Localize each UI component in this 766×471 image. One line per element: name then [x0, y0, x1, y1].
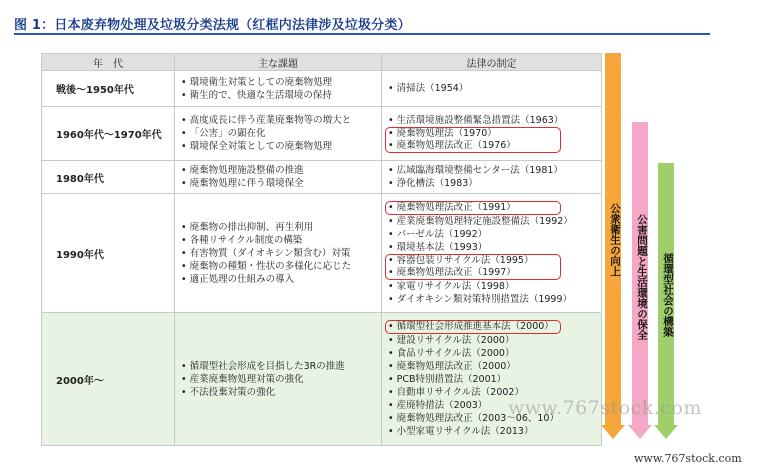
- law-item: • 環境基本法（1993）: [388, 241, 595, 254]
- issues-cell: [175, 107, 382, 161]
- arrow-head: [654, 425, 678, 439]
- header-laws: 法律の制定: [382, 54, 602, 71]
- law-item: • 自動車リサイクル法（2002）: [388, 386, 595, 399]
- law-item: • 廃棄物処理法改正（1997）: [388, 267, 558, 279]
- law-item: • 建設リサイクル法（2000）: [388, 334, 595, 347]
- arrow-head: [601, 425, 625, 439]
- law-item: • 家電リサイクル法（1998）: [388, 280, 595, 293]
- law-item: • 食品リサイクル法（2000）: [388, 347, 595, 360]
- issue-item: • 廃棄物処理施設整備の推進: [181, 164, 375, 177]
- issues-cell: [175, 313, 382, 446]
- laws-cell: [382, 313, 602, 446]
- issue-item: • 不法投棄対策の強化: [181, 386, 375, 399]
- issue-item: • 各種リサイクル制度の構築: [181, 234, 375, 247]
- issue-item: • 適正処理の仕組みの導入: [181, 273, 375, 286]
- law-item: • 浄化槽法（1983）: [388, 177, 595, 190]
- law-item: • 広域臨海環境整備センター法（1981）: [388, 164, 595, 177]
- law-group: [388, 215, 595, 254]
- issue-item: • 廃棄物処理に伴う環境保全: [181, 177, 375, 190]
- highlighted-law-group: [385, 127, 561, 153]
- issue-item: • 廃棄物の種類・性状の多様化に応じた: [181, 260, 375, 273]
- law-item: • 廃棄物処理法改正（1976）: [388, 140, 558, 152]
- table-header-row: [42, 54, 602, 71]
- figure-title: 图 1：日本废弃物处理及垃圾分类法规（红框内法律涉及垃圾分类）: [14, 18, 411, 33]
- arrow-head: [628, 425, 652, 439]
- law-item: • 循環型社会形成推進基本法（2000）: [388, 321, 558, 333]
- era-cell: 戦後～1950年代: [42, 71, 175, 107]
- law-group: [388, 280, 595, 306]
- era-cell: 1980年代: [42, 161, 175, 194]
- law-item: • ダイオキシン類対策特別措置法（1999）: [388, 293, 595, 306]
- highlighted-law-group: [385, 201, 561, 215]
- issue-item: • 産業廃棄物処理対策の強化: [181, 373, 375, 386]
- law-group: [388, 82, 595, 95]
- table-row: [42, 107, 602, 161]
- law-item: • バーゼル法（1992）: [388, 228, 595, 241]
- law-item: • 廃棄物処理法改正（2000）: [388, 360, 595, 373]
- era-cell: 2000年～: [42, 313, 175, 446]
- issues-cell: [175, 194, 382, 313]
- issue-item: • 「公害」の顕在化: [181, 127, 375, 140]
- table-row: [42, 313, 602, 446]
- laws-cell: [382, 161, 602, 194]
- regulation-table: [41, 53, 602, 446]
- title-underline: [14, 33, 710, 35]
- law-item: • 清掃法（1954）: [388, 82, 595, 95]
- highlighted-law-group: [385, 254, 561, 280]
- footer-url: www.767stock.com: [634, 452, 742, 465]
- table-row: [42, 194, 602, 313]
- issue-item: • 環境衛生対策としての廃棄物処理: [181, 76, 375, 89]
- arrow-label: 公衆衛生の向上: [609, 203, 621, 277]
- law-group: [388, 334, 595, 438]
- laws-cell: [382, 71, 602, 107]
- law-group: [388, 164, 595, 190]
- law-item: • 小型家電リサイクル法（2013）: [388, 425, 595, 438]
- issue-item: • 環境保全対策としての廃棄物処理: [181, 140, 375, 153]
- era-cell: 1990年代: [42, 194, 175, 313]
- issue-item: • 有害物質（ダイオキシン類含む）対策: [181, 247, 375, 260]
- law-item: • 生活環境施設整備緊急措置法（1963）: [388, 114, 595, 127]
- laws-cell: [382, 107, 602, 161]
- arrow-label: 公害問題と生活環境の保全: [636, 214, 648, 340]
- issue-item: • 循環型社会形成を目指した3Rの推進: [181, 360, 375, 373]
- law-item: • 廃棄物処理法改正（1991）: [388, 202, 558, 214]
- watermark: www.767stock.com: [508, 397, 702, 419]
- law-item: • 産業廃棄物処理特定施設整備法（1992）: [388, 215, 595, 228]
- era-cell: 1960年代～1970年代: [42, 107, 175, 161]
- issue-item: • 衛生的で、快適な生活環境の保持: [181, 89, 375, 102]
- law-item: • 容器包装リサイクル法（1995）: [388, 255, 558, 267]
- law-item: • 廃棄物処理法改正（2003～06、10）: [388, 412, 595, 425]
- issue-item: • 高度成長に伴う産業廃棄物等の増大と: [181, 114, 375, 127]
- arrow-1: [605, 53, 621, 439]
- laws-cell: [382, 194, 602, 313]
- law-group: [388, 114, 595, 127]
- arrow-label: 循環型社会の構築: [662, 253, 674, 337]
- law-item: • 廃棄物処理法（1970）: [388, 128, 558, 140]
- header-issues: 主な課題: [175, 54, 382, 71]
- arrow-2: [632, 122, 648, 439]
- law-item: • PCB特別措置法（2001）: [388, 373, 595, 386]
- issues-cell: [175, 161, 382, 194]
- table-row: [42, 161, 602, 194]
- table-row: [42, 71, 602, 107]
- header-era: 年 代: [42, 54, 175, 71]
- law-item: • 産廃特措法（2003）: [388, 399, 595, 412]
- issue-item: • 廃棄物の排出抑制、再生利用: [181, 221, 375, 234]
- issues-cell: [175, 71, 382, 107]
- highlighted-law-group: [385, 320, 561, 334]
